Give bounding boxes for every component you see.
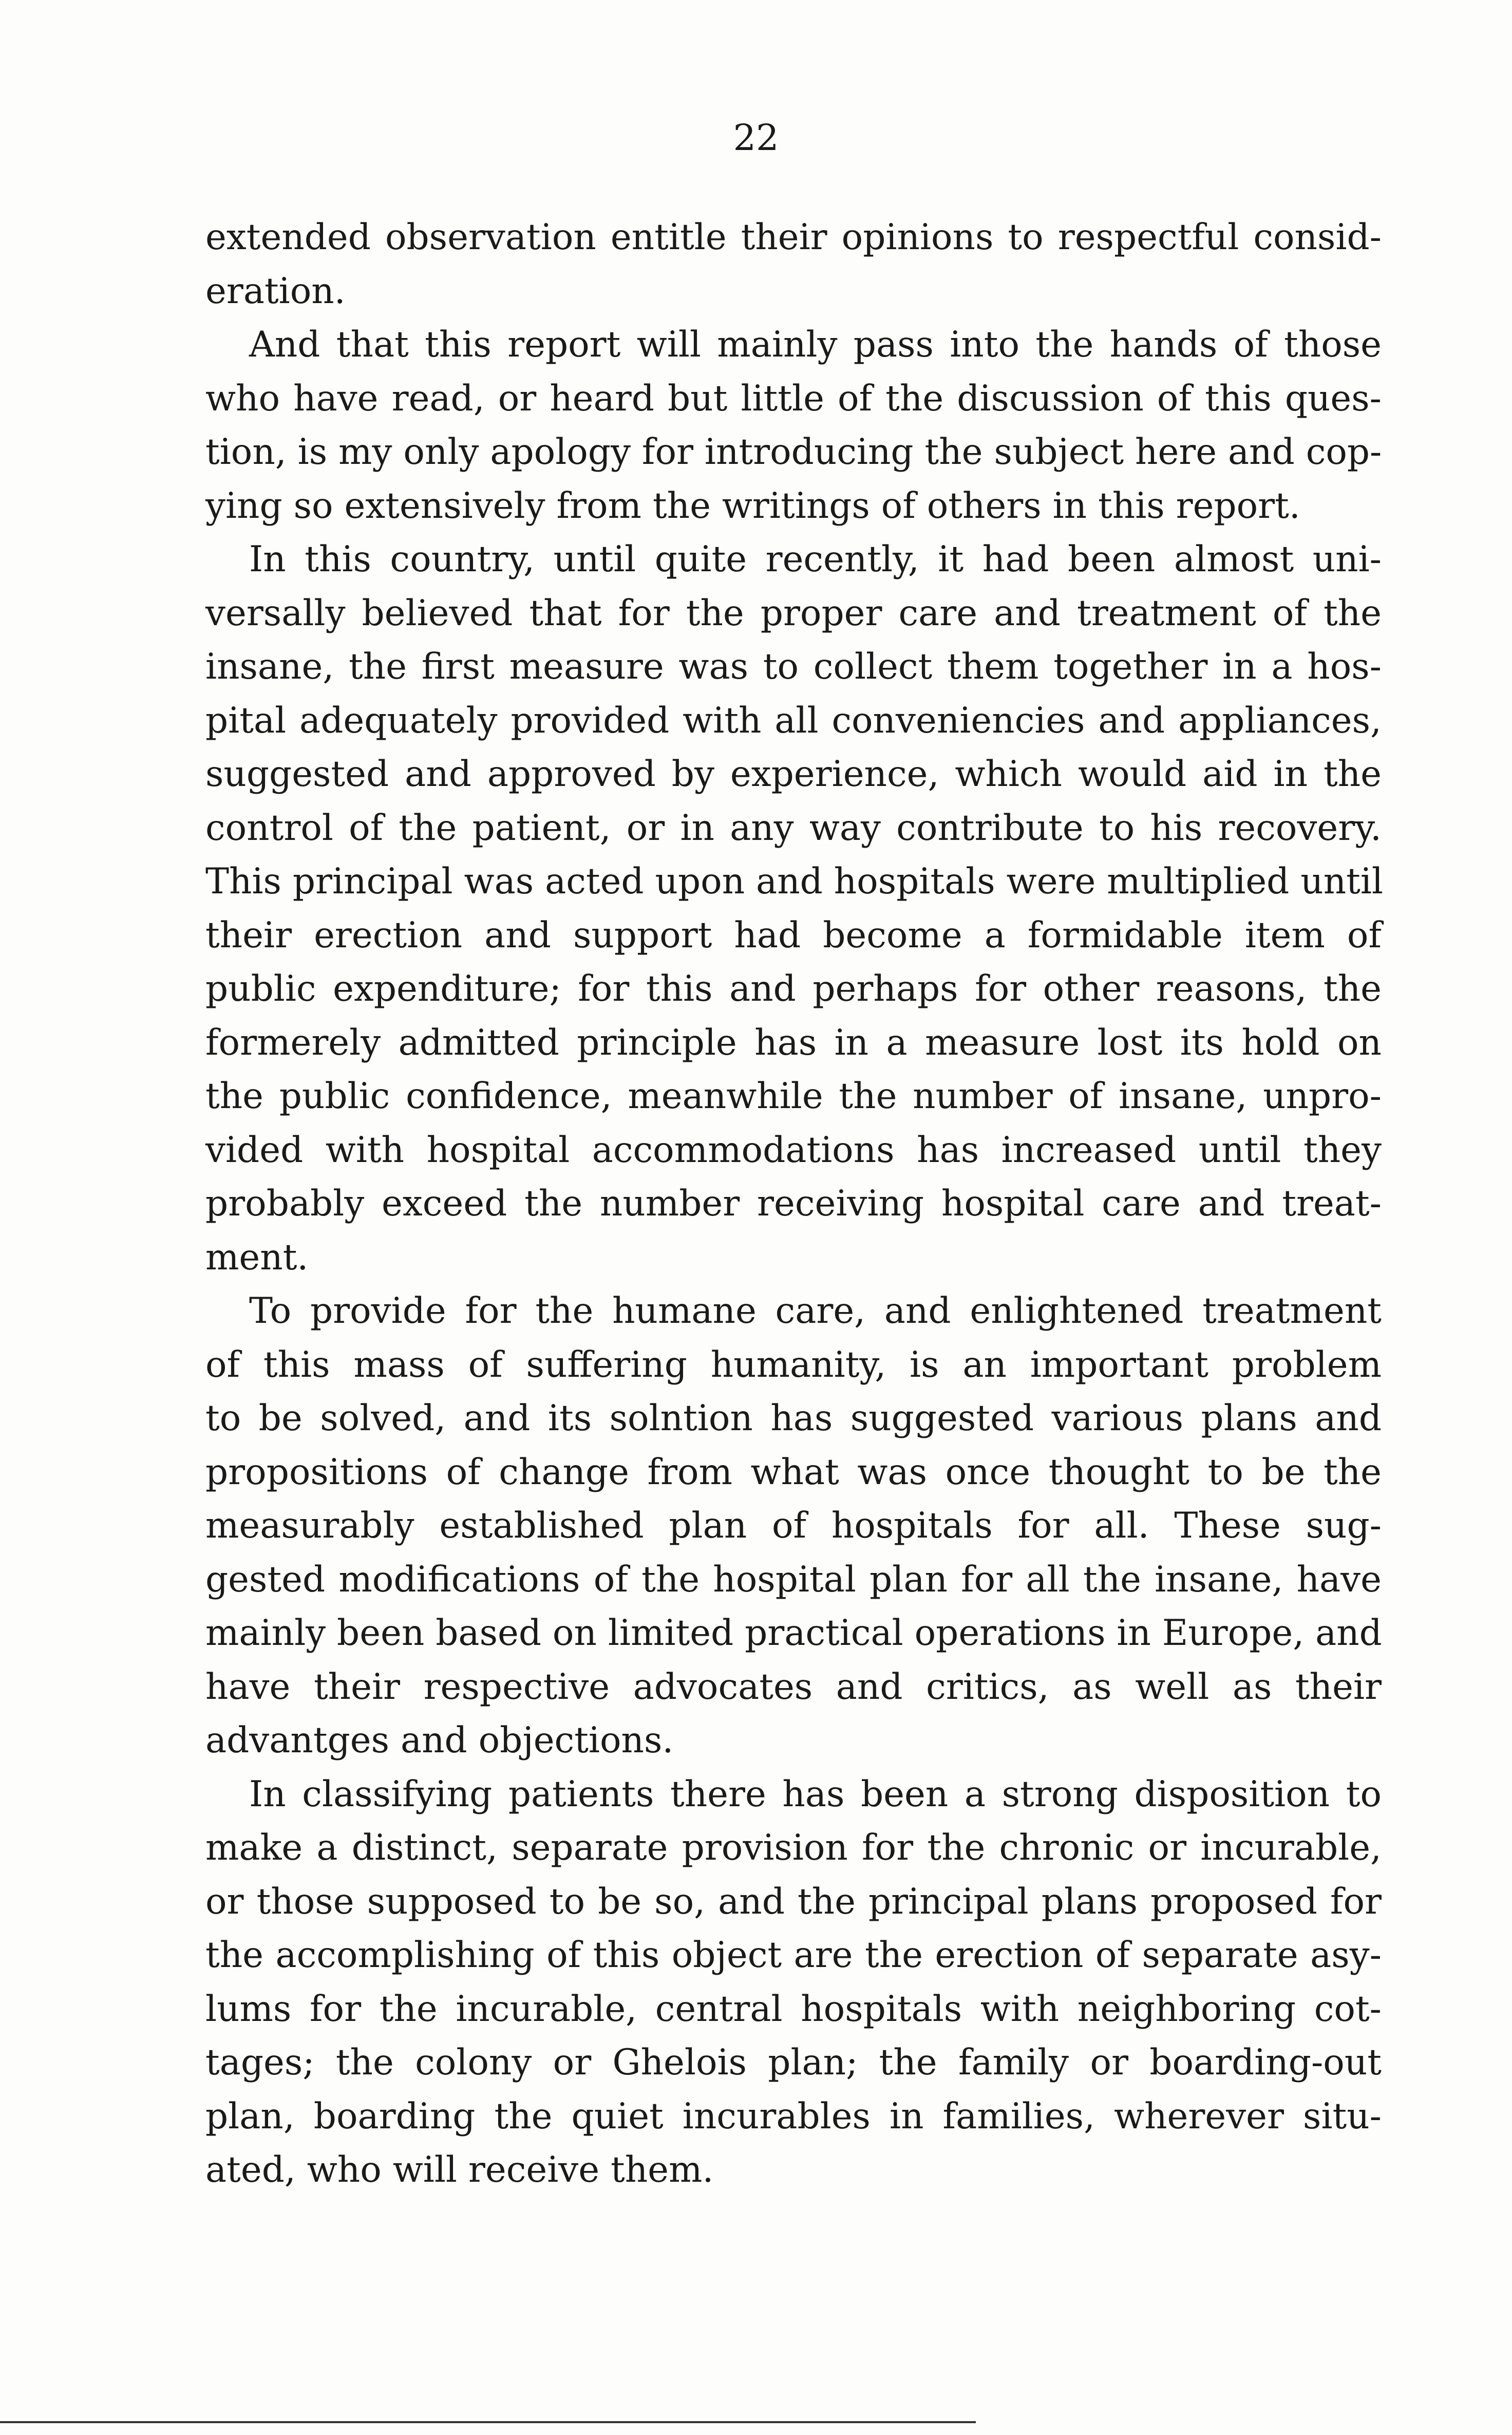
text-line: ated, who will receive them.	[205, 2149, 714, 2190]
text-line: pital adequately provided with all conveniencies and appliances,	[205, 700, 1382, 741]
text-line: In classifying patients there has been a strong disposition to	[249, 1773, 1382, 1815]
text-line: make a distinct, separate provision for the chronic or incurable,	[205, 1827, 1382, 1868]
text-line: To provide for the humane care, and enlightened treatment	[249, 1290, 1382, 1332]
text-line: or those supposed to be so, and the principal plans proposed for	[205, 1881, 1382, 1922]
text-line: to be solved, and its solntion has suggested various plans and	[205, 1398, 1382, 1439]
body-text	[205, 211, 1382, 2197]
text-line: versally believed that for the proper care and treatment of the	[205, 592, 1382, 634]
text-line: ment.	[205, 1237, 309, 1278]
text-line: In this country, until quite recently, it had been almost uni-	[249, 539, 1382, 580]
text-line: vided with hospital accommodations has increased until they	[205, 1129, 1382, 1171]
text-line: insane, the first measure was to collect them together in a hos-	[205, 646, 1382, 687]
text-line: the accomplishing of this object are the erection of separate asy-	[205, 1935, 1382, 1976]
text-line: extended observation entitle their opinions to respectful consid-	[205, 217, 1382, 258]
page-number: 22	[733, 117, 779, 159]
text-line: the public confidence, meanwhile the number of insane, unpro-	[205, 1076, 1382, 1117]
text-line: ying so extensively from the writings of others in this report.	[205, 485, 1300, 527]
text-line: suggested and approved by experience, which would aid in the	[205, 754, 1382, 795]
text-line: control of the patient, or in any way contribute to his recovery.	[205, 807, 1382, 849]
text-line: mainly been based on limited practical operations in Europe, and	[205, 1613, 1382, 1654]
text-line: formerely admitted principle has in a measure lost its hold on	[205, 1022, 1382, 1063]
text-line: probably exceed the number receiving hospital care and treat-	[205, 1183, 1382, 1224]
text-line: plan, boarding the quiet incurables in families, wherever situ-	[205, 2095, 1382, 2137]
text-line: advantges and objections.	[205, 1720, 674, 1761]
text-line: propositions of change from what was once thought to be the	[205, 1451, 1382, 1493]
text-line: measurably established plan of hospitals for all. These sug-	[205, 1505, 1382, 1546]
text-line: who have read, or heard but little of the discussion of this ques-	[205, 378, 1382, 419]
text-line: their erection and support had become a formidable item of	[205, 914, 1382, 956]
text-line: eration.	[205, 270, 346, 312]
bottom-rule	[0, 2421, 976, 2423]
text-line: tion, is my only apology for introducing the subject here and cop-	[205, 432, 1382, 473]
text-line: And that this report will mainly pass into the hands of those	[249, 324, 1382, 365]
text-line: gested modifications of the hospital plan for all the insane, have	[205, 1559, 1382, 1600]
text-line: This principal was acted upon and hospitals were multiplied until	[205, 861, 1384, 902]
text-line: public expenditure; for this and perhaps for other reasons, the	[205, 968, 1382, 1009]
text-line: have their respective advocates and critics, as well as their	[205, 1666, 1382, 1708]
text-line: of this mass of suffering humanity, is an important problem	[205, 1344, 1382, 1385]
text-line: tages; the colony or Ghelois plan; the family or boarding-out	[205, 2042, 1382, 2083]
text-line: lums for the incurable, central hospitals with neighboring cot-	[205, 1988, 1382, 2030]
